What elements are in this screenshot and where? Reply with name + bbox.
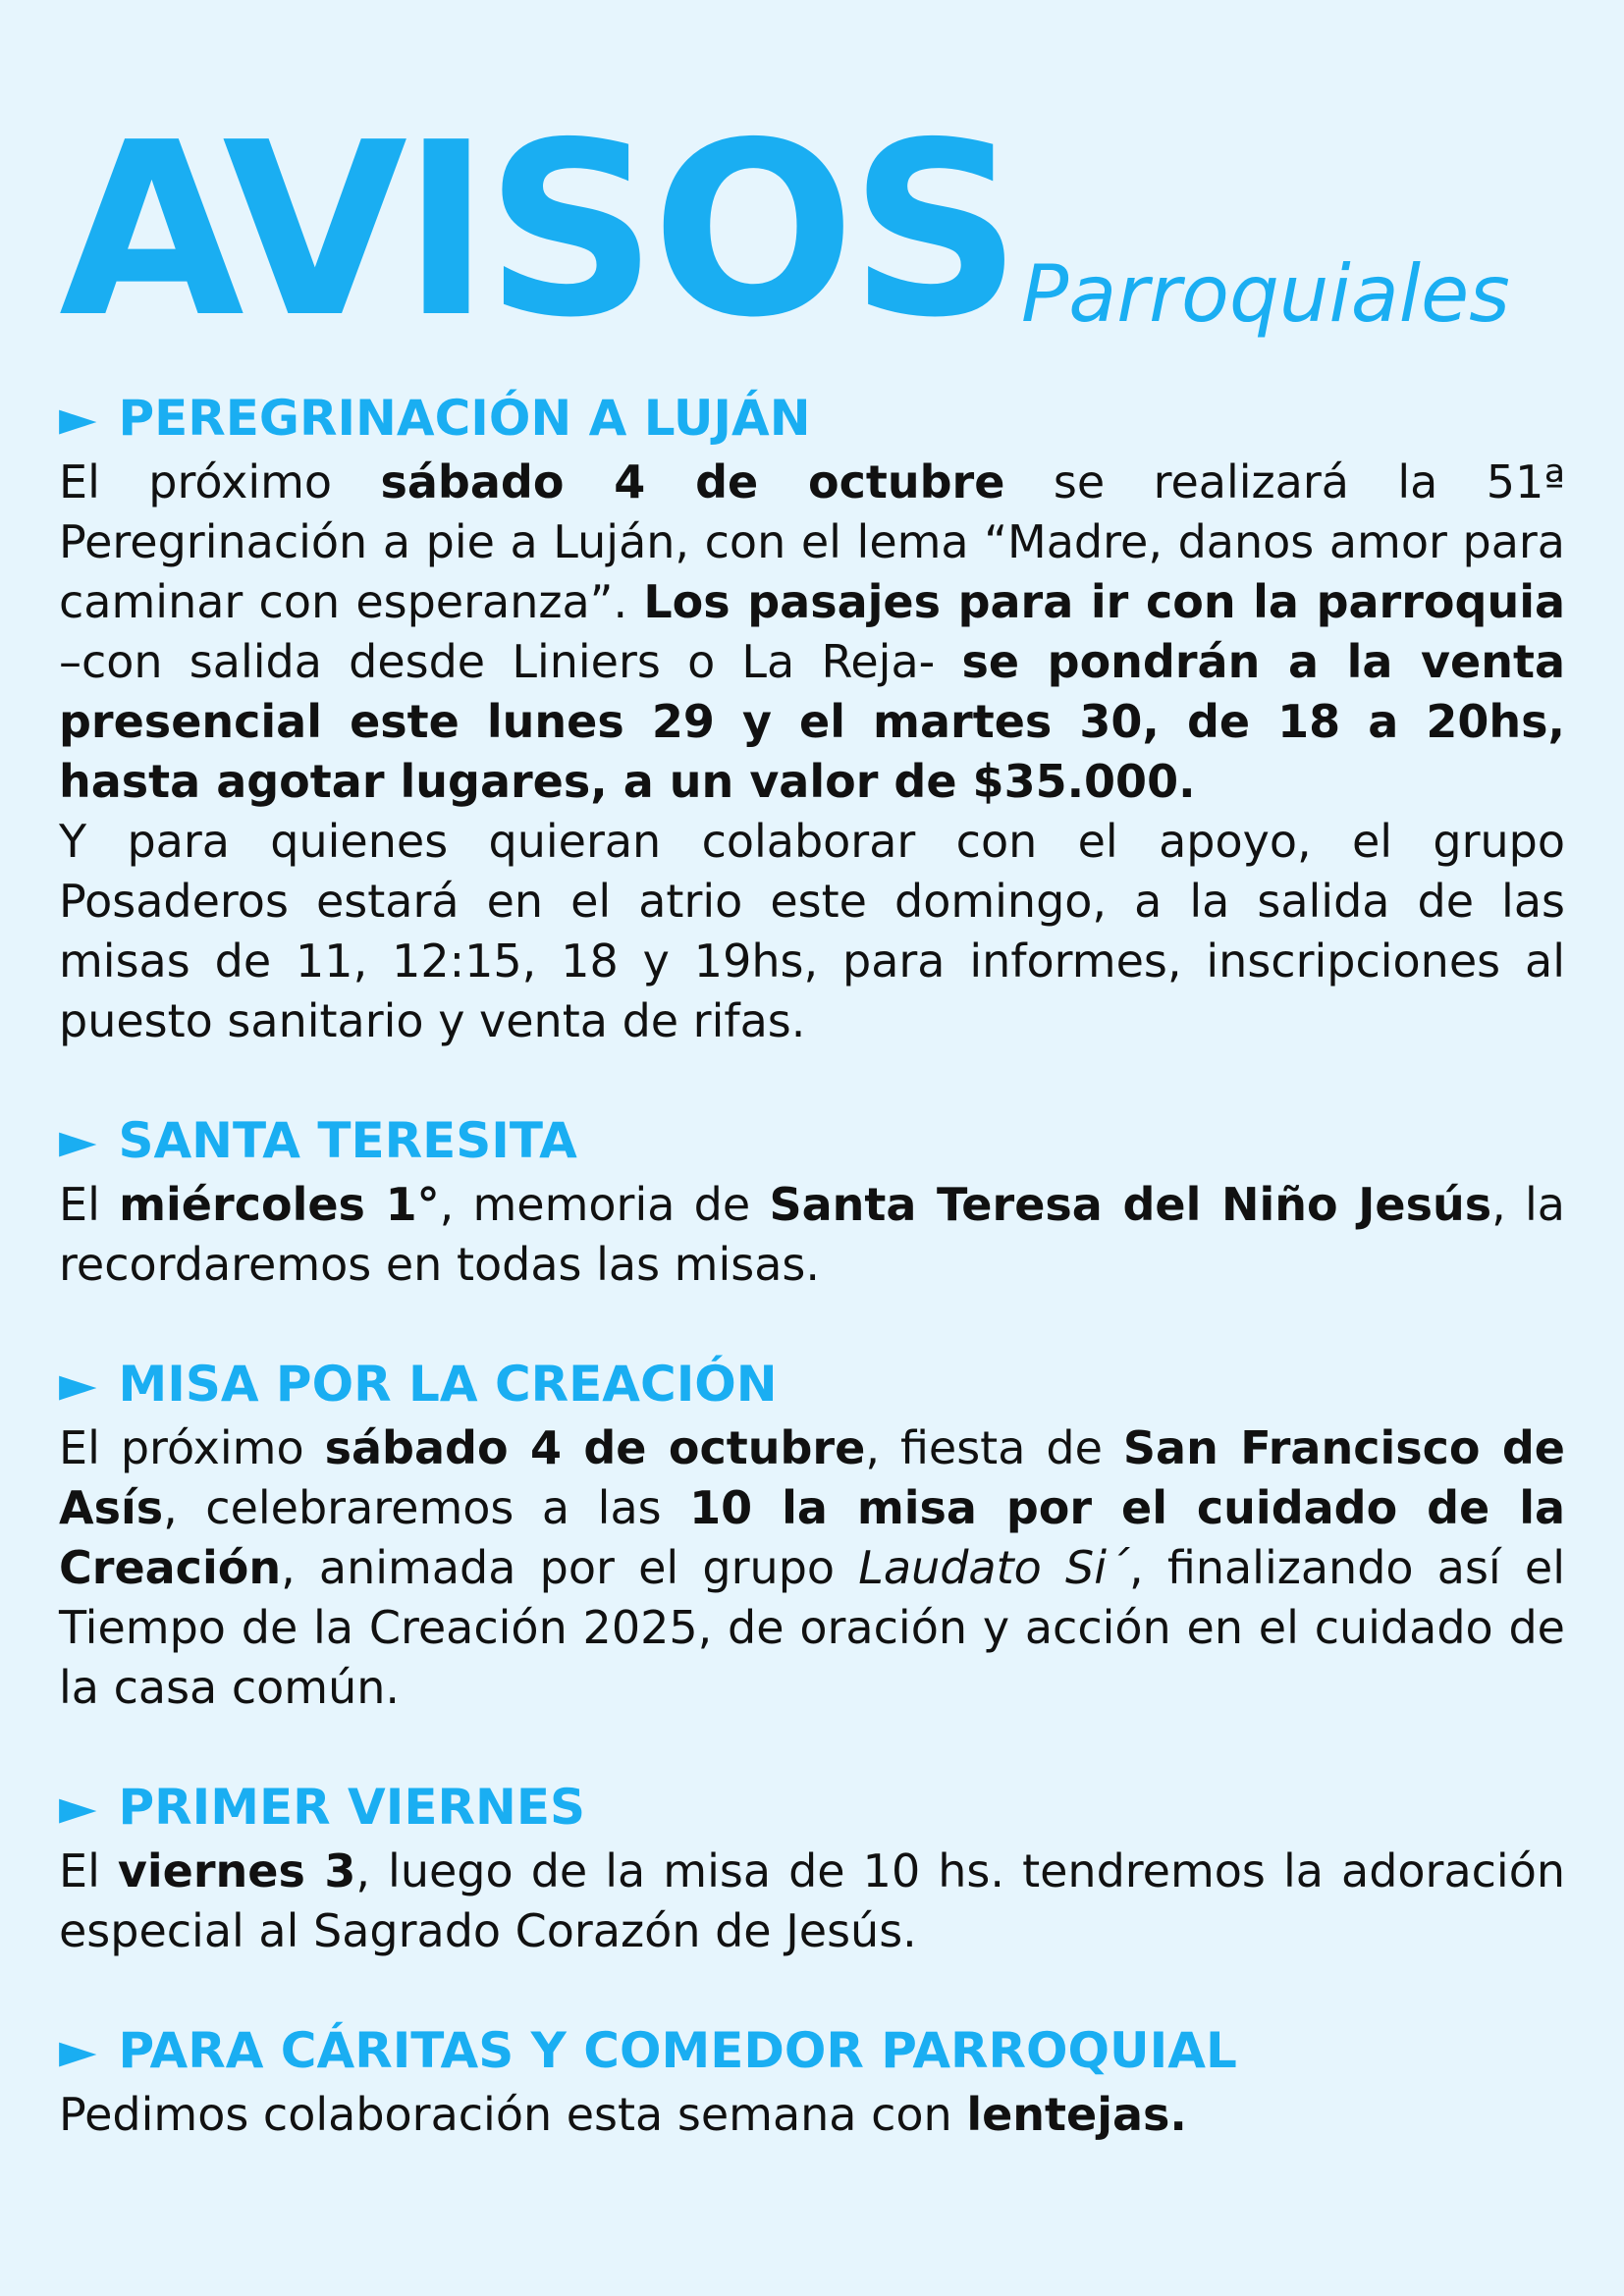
page-subtitle: Parroquiales <box>1021 248 1510 340</box>
text-run-italic: Laudato Si´ <box>858 1541 1129 1594</box>
text-run: Y para quienes quieran colaborar con el apoyo, el grupo Posaderos estará en el atrio este domingo, a la salida de las misas de 11, 12:15, 18 y 19hs, para informes, inscripciones al puesto sanitario y venta de rifas. <box>59 815 1565 1047</box>
page-title: AVISOS <box>59 91 1016 370</box>
text-run: se realizará la 51ª Peregrinación a pie a Luján, con el lema “Madre, danos amor para caminar con esperanza”. <box>59 455 1566 628</box>
text-run: , finalizando así el Tiempo de la Creación 2025, de oración y acción en el cuidado de la casa común. <box>59 1541 1566 1714</box>
text-run-bold: miércoles 1° <box>119 1178 440 1231</box>
text-run-bold: 10 la misa por el cuidado de la Creación <box>59 1481 1565 1594</box>
text-run: , animada por el grupo <box>281 1541 859 1594</box>
text-run: El próximo <box>59 455 381 508</box>
notice-heading <box>59 388 1565 449</box>
text-run-bold: Los pasajes para ir con la parroquia <box>643 575 1565 628</box>
arrow-right-icon: ► <box>59 1112 97 1169</box>
notices-list <box>59 388 1565 2204</box>
notice-paragraph <box>59 812 1565 1051</box>
arrow-right-icon: ► <box>59 390 97 447</box>
text-run: Pedimos colaboración esta semana con <box>59 2088 967 2141</box>
arrow-right-icon: ► <box>59 1779 97 1836</box>
text-run-bold: lentejas. <box>966 2088 1187 2141</box>
notice-heading-text: PEREGRINACIÓN A LUJÁN <box>118 390 811 447</box>
notice-heading-text: PRIMER VIERNES <box>118 1779 585 1836</box>
text-run-bold: se pondrán a la venta presencial este lunes 29 y el martes 30, de 18 a 20hs, hasta agotar lugares, a un valor de $35.000. <box>59 635 1565 808</box>
notice-heading <box>59 1110 1565 1171</box>
notice-paragraph <box>59 2085 1565 2145</box>
notice-caritas <box>59 2020 1565 2145</box>
text-run: El próximo <box>59 1421 325 1474</box>
notice-heading <box>59 1777 1565 1838</box>
text-run: , la recordaremos en todas las misas. <box>59 1178 1565 1291</box>
notice-heading <box>59 1354 1565 1415</box>
notice-heading-text: SANTA TERESITA <box>118 1112 577 1169</box>
text-run: , fiesta de <box>865 1421 1123 1474</box>
arrow-right-icon: ► <box>59 1356 97 1413</box>
notice-santa-teresita <box>59 1110 1565 1295</box>
notice-paragraph <box>59 1418 1565 1718</box>
notice-primer-viernes <box>59 1777 1565 1961</box>
text-run: , celebraremos a las <box>163 1481 690 1534</box>
notice-paragraph <box>59 1842 1565 1961</box>
text-run: El <box>59 1178 120 1231</box>
text-run: El <box>59 1844 118 1897</box>
notice-paragraph <box>59 1175 1565 1295</box>
notice-heading-text: MISA POR LA CREACIÓN <box>118 1356 778 1413</box>
text-run-bold: Santa Teresa del Niño Jesús <box>769 1178 1492 1231</box>
text-run: , luego de la misa de 10 hs. tendremos la adoración especial al Sagrado Corazón de Jesús. <box>59 1844 1566 1957</box>
arrow-right-icon: ► <box>59 2022 97 2079</box>
text-run-bold: viernes 3 <box>117 1844 356 1897</box>
text-run-bold: San Francisco de Asís <box>59 1421 1565 1534</box>
text-run-bold: sábado 4 de octubre <box>380 455 1005 508</box>
notice-heading-text: PARA CÁRITAS Y COMEDOR PARROQUIAL <box>118 2022 1237 2079</box>
text-run: , memoria de <box>439 1178 770 1231</box>
notice-misa-creacion <box>59 1354 1565 1718</box>
notice-peregrinacion <box>59 388 1565 1051</box>
notice-paragraph <box>59 453 1565 812</box>
notice-heading <box>59 2020 1565 2081</box>
page-header <box>59 91 1571 370</box>
text-run-bold: sábado 4 de octubre <box>324 1421 866 1474</box>
text-run: –con salida desde Liniers o La Reja- <box>59 635 962 688</box>
